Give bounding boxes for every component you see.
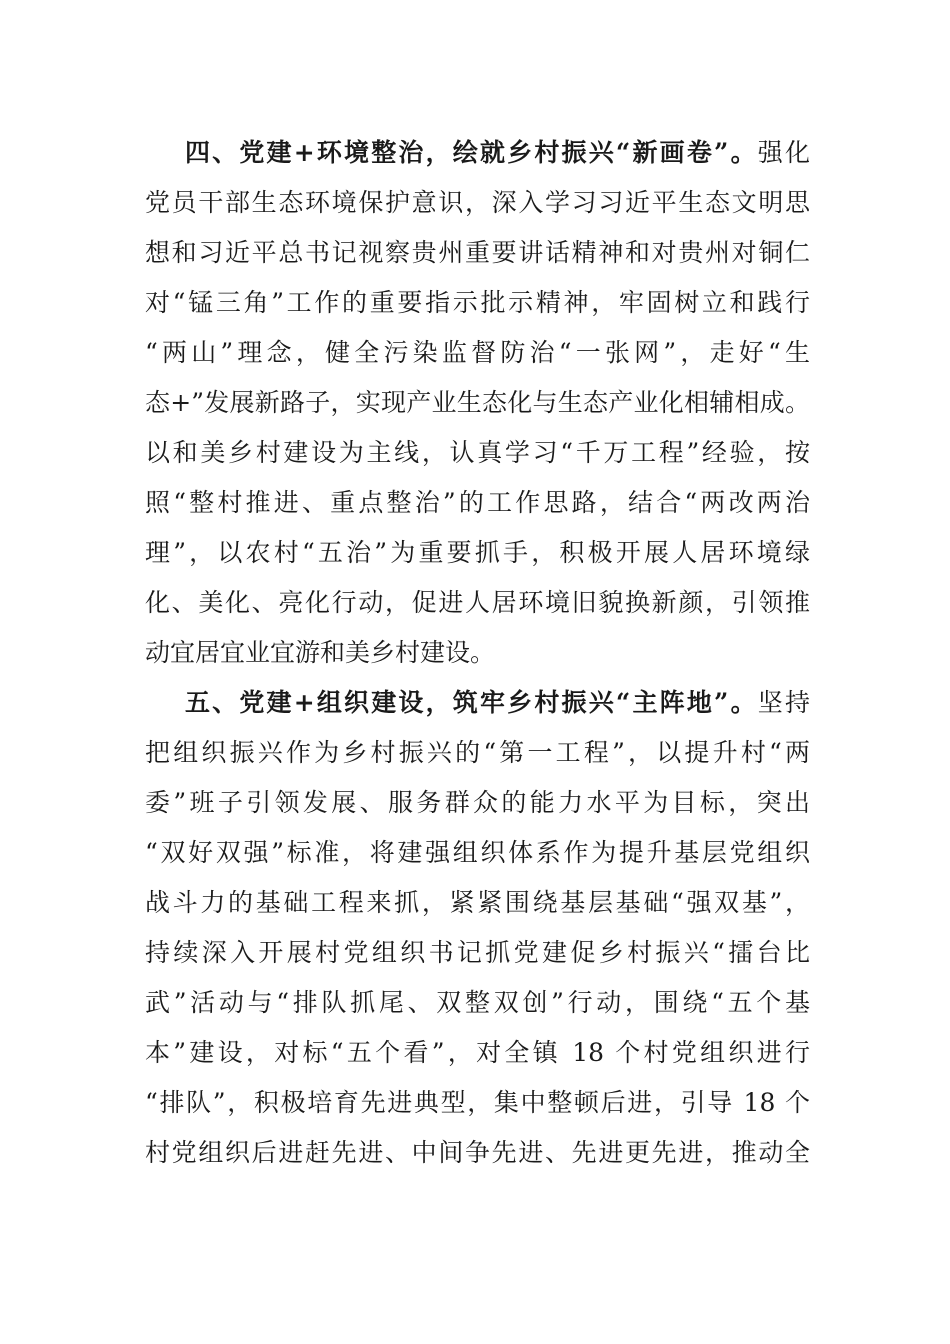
paragraph-4-heading: 四、党建+环境整治，绘就乡村振兴“新画卷”。 [185, 138, 758, 167]
paragraph-4-line-5: “两山”理念，健全污染监督防治“一张网”，走好“生 [145, 338, 810, 367]
paragraph-4-line-9: 理”，以农村“五治”为重要抓手，积极开展人居环境绿 [145, 538, 810, 567]
paragraph-4-line-8: 照“整村推进、重点整治”的工作思路，结合“两改两治 [145, 488, 810, 517]
paragraph-4-line-6: 态+”发展新路子，实现产业生态化与生态产业化相辅相成。 [145, 388, 810, 417]
paragraph-4-line-10: 化、美化、亮化行动，促进人居环境旧貌换新颜，引领推 [145, 588, 810, 617]
paragraph-5-text: 坚持 [757, 688, 810, 717]
paragraph-4-line-7: 以和美乡村建设为主线，认真学习“千万工程”经验，按 [145, 438, 810, 467]
paragraph-5-line-7: 武”活动与“排队抓尾、双整双创”行动，围绕“五个基 [145, 988, 810, 1017]
paragraph-5-heading: 五、党建+组织建设，筑牢乡村振兴“主阵地”。 [185, 688, 758, 717]
paragraph-5-line-5: 战斗力的基础工程来抓，紧紧围绕基层基础“强双基”， [145, 888, 810, 917]
paragraph-4-line-4: 对“锰三角”工作的重要指示批示精神，牢固树立和践行 [145, 288, 810, 317]
paragraph-5-line-10: 村党组织后进赶先进、中间争先进、先进更先进，推动全 [145, 1138, 810, 1167]
paragraph-5-line-9: “排队”，积极培育先进典型，集中整顿后进，引导 18 个 [145, 1088, 810, 1117]
paragraph-4-text: 强化 [757, 138, 810, 167]
document-body [145, 128, 810, 1178]
paragraph-5-line-1 [145, 678, 810, 728]
paragraph-5-line-8: 本”建设，对标“五个看”，对全镇 18 个村党组织进行 [145, 1038, 810, 1067]
paragraph-4-line-1 [145, 128, 810, 178]
paragraph-4-line-2: 党员干部生态环境保护意识，深入学习习近平生态文明思 [145, 188, 810, 217]
paragraph-5-line-3: 委”班子引领发展、服务群众的能力水平为目标，突出 [145, 788, 810, 817]
paragraph-4-line-3: 想和习近平总书记视察贵州重要讲话精神和对贵州对铜仁 [145, 238, 810, 267]
paragraph-5-line-6: 持续深入开展村党组织书记抓党建促乡村振兴“擂台比 [145, 938, 810, 967]
paragraph-4-line-11: 动宜居宜业宜游和美乡村建设。 [145, 638, 496, 667]
paragraph-5-line-2: 把组织振兴作为乡村振兴的“第一工程”，以提升村“两 [145, 738, 810, 767]
paragraph-5-line-4: “双好双强”标准，将建强组织体系作为提升基层党组织 [145, 838, 810, 867]
